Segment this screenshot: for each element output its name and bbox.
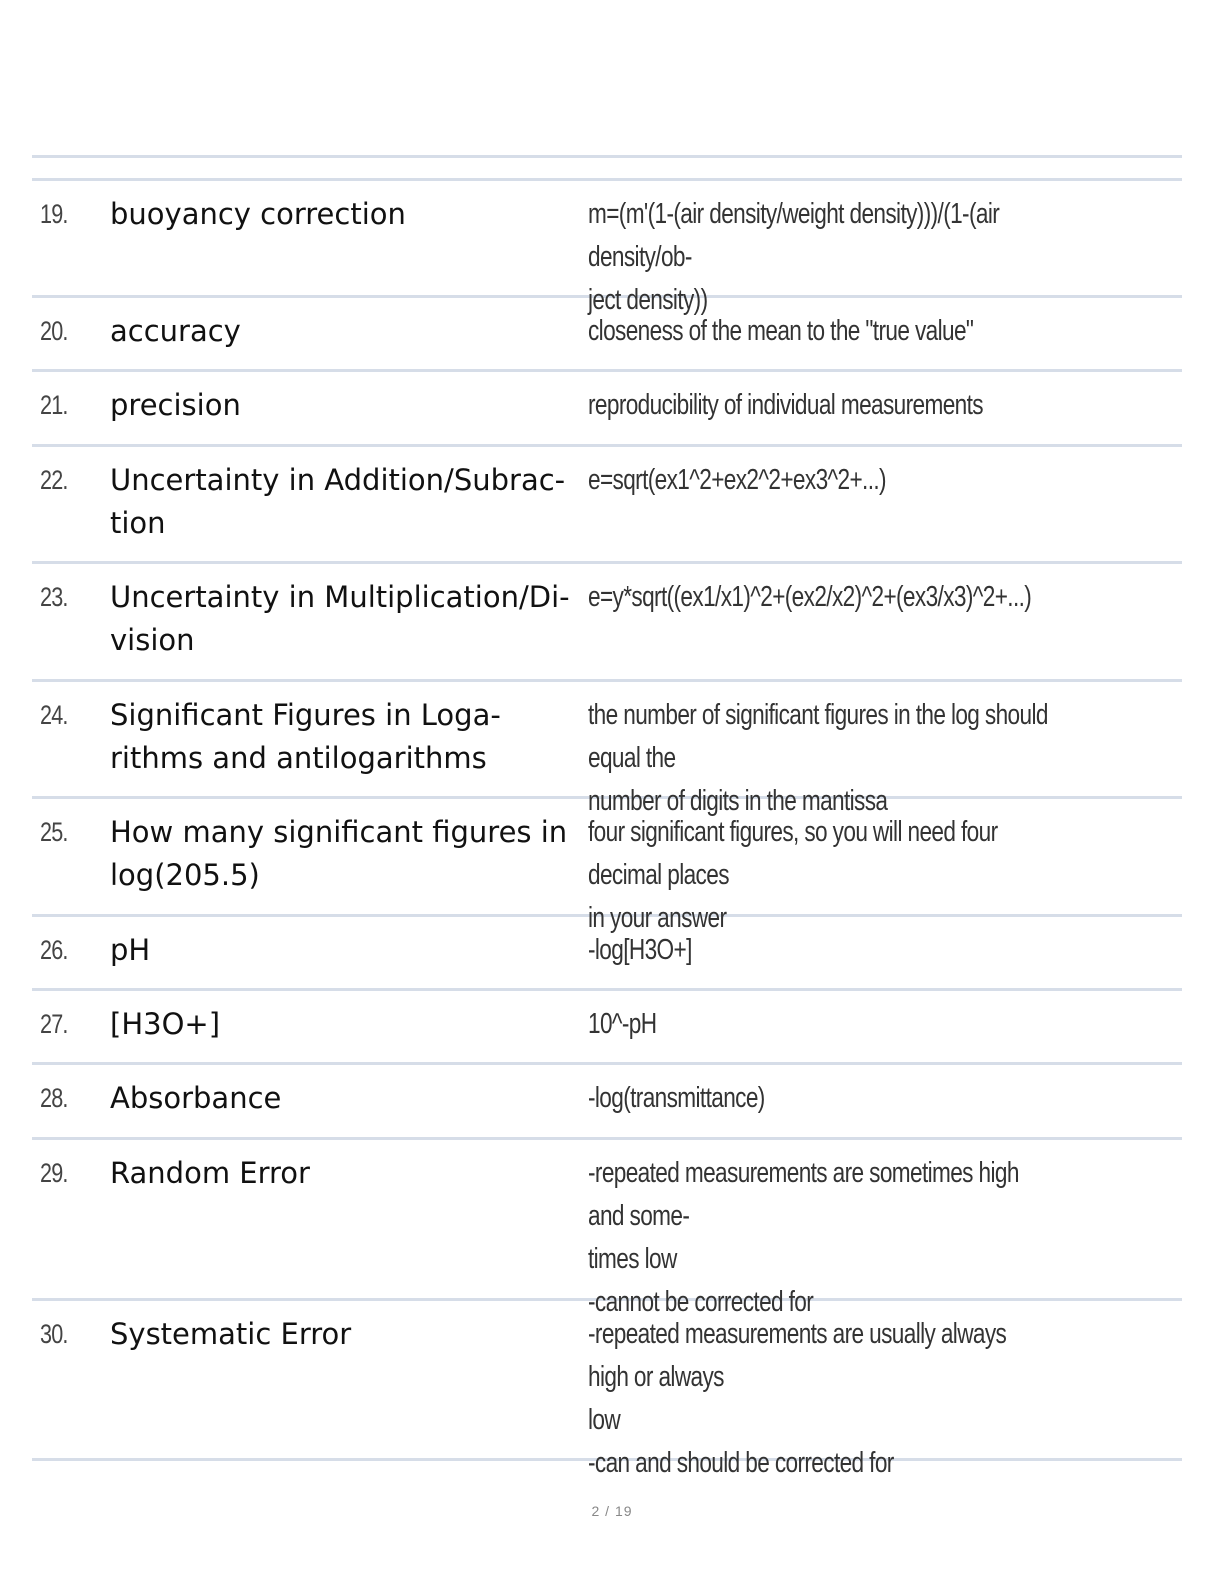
definition-text: closeness of the mean to the "true value" bbox=[588, 315, 974, 347]
table-row bbox=[32, 564, 1182, 682]
table-row bbox=[32, 917, 1182, 991]
term-text: How many significant figures in log(205.5) bbox=[110, 815, 568, 892]
row-number: 30. bbox=[40, 1319, 68, 1349]
table-row bbox=[32, 1140, 1182, 1318]
term-text: Random Error bbox=[110, 1156, 310, 1190]
table-row bbox=[32, 682, 1182, 817]
page-number: 2 / 19 bbox=[591, 1503, 633, 1519]
term-text: pH bbox=[110, 933, 151, 967]
definition-text: e=sqrt(ex1^2+ex2^2+ex3^2+...) bbox=[588, 464, 886, 496]
definition-text: -log(transmittance) bbox=[588, 1082, 765, 1114]
term-text: Absorbance bbox=[110, 1081, 282, 1115]
definition-text: -repeated measurements are usually always high or always low -can and should be corrected for bbox=[588, 1318, 1007, 1479]
row-number: 28. bbox=[40, 1083, 68, 1113]
definition-text: the number of significant figures in the log should equal the number of digits in the mantissa bbox=[588, 699, 1048, 817]
definition-text: -log[H3O+] bbox=[588, 934, 692, 966]
row-number: 27. bbox=[40, 1009, 68, 1039]
term-text: accuracy bbox=[110, 314, 241, 348]
term-text: Significant Figures in Loga- rithms and antilogarithms bbox=[110, 698, 501, 775]
row-number: 23. bbox=[40, 582, 68, 612]
top-divider bbox=[32, 155, 1182, 158]
term-text: buoyancy correction bbox=[110, 197, 406, 231]
table-row bbox=[32, 991, 1182, 1065]
row-number: 20. bbox=[40, 316, 68, 346]
term-text: Uncertainty in Addition/Subrac- tion bbox=[110, 463, 566, 540]
table-row bbox=[32, 298, 1182, 372]
row-number: 25. bbox=[40, 817, 68, 847]
table-row bbox=[32, 1065, 1182, 1140]
row-number: 29. bbox=[40, 1158, 68, 1188]
definition-text: e=y*sqrt((ex1/x1)^2+(ex2/x2)^2+(ex3/x3)^2+...) bbox=[588, 581, 1032, 613]
term-text: [H3O+] bbox=[110, 1007, 221, 1041]
definition-text: m=(m'(1-(air density/weight density)))/(1-(air density/ob- ject density)) bbox=[588, 198, 1000, 316]
row-number: 24. bbox=[40, 700, 68, 730]
table-row bbox=[32, 181, 1182, 316]
definition-text: four significant figures, so you will need four decimal places in your answer bbox=[588, 816, 998, 934]
table-row bbox=[32, 447, 1182, 564]
row-number: 26. bbox=[40, 935, 68, 965]
term-text: Systematic Error bbox=[110, 1317, 352, 1351]
definition-text: 10^-pH bbox=[588, 1008, 657, 1040]
table-row bbox=[32, 1301, 1182, 1479]
row-number: 22. bbox=[40, 465, 68, 495]
definition-text: reproducibility of individual measurements bbox=[588, 389, 983, 421]
table-row bbox=[32, 372, 1182, 447]
term-text: precision bbox=[110, 388, 241, 422]
row-number: 19. bbox=[40, 199, 68, 229]
term-text: Uncertainty in Multiplication/Di- vision bbox=[110, 580, 570, 657]
definition-text: -repeated measurements are sometimes high and some- times low -cannot be corrected for bbox=[588, 1157, 1019, 1318]
table-row bbox=[32, 799, 1182, 934]
term-table bbox=[32, 178, 1182, 1479]
row-number: 21. bbox=[40, 390, 68, 420]
